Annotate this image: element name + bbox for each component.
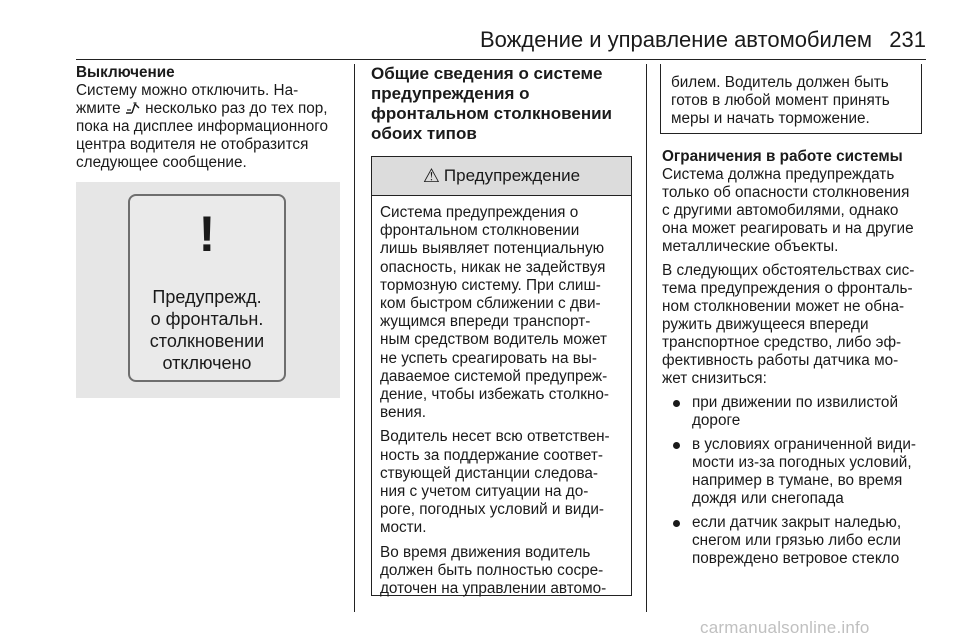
column-1 [76, 64, 340, 172]
text-line: билем. Водитель должен быть [671, 74, 889, 91]
text-line: Система должна предупреждать [662, 166, 895, 183]
heading-line: Общие сведения о системе [371, 64, 603, 83]
text-line: фективность работы датчика мо- [662, 352, 899, 369]
text-line: повреждено ветровое стекло [692, 550, 900, 567]
warning-paragraph [380, 544, 630, 599]
text-line: она может реагировать и на другие [662, 220, 914, 237]
text-line: пока на дисплее информационного [76, 118, 328, 135]
steering-wheel-button-icon [125, 101, 141, 115]
list-item [662, 514, 926, 568]
column-2 [371, 64, 633, 144]
text-line: жет снизиться: [662, 370, 767, 387]
text-line: если датчик закрыт наледью, [692, 514, 902, 531]
display-message [130, 286, 284, 374]
text-line: ствующей дистанции следова- [380, 464, 599, 482]
text-line: Систему можно отключить. На- [76, 82, 299, 99]
heading-line: предупреждения о [371, 84, 530, 103]
text-line: мости. [380, 519, 427, 537]
text-line: транспортное средство, либо эф- [662, 334, 902, 351]
warning-continued-text [671, 74, 921, 128]
watermark: carmanualsonline.info [700, 618, 870, 637]
limitations-paragraph [662, 166, 926, 256]
list-item [662, 436, 926, 508]
text-line [76, 100, 340, 118]
text-line: готов в любой момент принять [671, 92, 890, 109]
text-line: не успеть среагировать на вы- [380, 349, 597, 367]
page-number: 231 [889, 27, 926, 52]
text-line: при движении по извилистой [692, 394, 898, 411]
heading-line: фронтальном столкновении [371, 104, 612, 123]
column-divider-left [354, 64, 355, 612]
section-heading-disable: Выключение [76, 64, 175, 81]
display-line: Предупрежд. [152, 287, 262, 307]
driver-info-display-illustration [76, 182, 340, 398]
display-line: столкновении [149, 331, 265, 351]
conditions-list [662, 394, 926, 568]
list-item [662, 394, 926, 430]
text-line: вения. [380, 404, 426, 422]
text-line: ном столкновении может не обна- [662, 298, 905, 315]
text-line: дождя или снегопада [692, 490, 844, 507]
text-fragment: жмите [76, 100, 125, 117]
column-divider-right [646, 64, 647, 612]
warning-paragraph [380, 204, 630, 422]
conditions-paragraph [662, 262, 926, 388]
text-line: даваемое системой предупреж- [380, 367, 608, 385]
bullet-icon [673, 400, 680, 407]
text-line: мости из-за погодных условий, [692, 454, 912, 471]
text-line: только об опасности столкновения [662, 184, 910, 201]
text-line: фронтальном столкновении [380, 222, 580, 240]
text-line: ком быстром сближении с дви- [380, 295, 601, 313]
warning-box-continued [660, 64, 922, 134]
display-line: о фронтальн. [150, 309, 264, 329]
text-line: жущимся впереди транспорт- [380, 313, 591, 331]
text-line: меры и начать торможение. [671, 110, 870, 127]
warning-body [380, 204, 630, 598]
text-line: Во время движения водитель [380, 543, 591, 561]
column-3 [662, 148, 926, 574]
display-frame [128, 194, 286, 382]
bullet-icon [673, 442, 680, 449]
text-line: тема предупреждения о фронталь- [662, 280, 913, 297]
bullet-icon [673, 520, 680, 527]
text-line: ния с учетом ситуации на до- [380, 483, 589, 501]
warning-paragraph [380, 428, 630, 537]
text-line: снегом или грязью либо если [692, 532, 901, 549]
text-fragment: несколько раз до тех пор, [140, 100, 328, 117]
warning-triangle-icon: ⚠ [422, 165, 440, 187]
heading-line: обоих типов [371, 124, 477, 143]
text-line: В следующих обстоятельствах сис- [662, 262, 915, 279]
page-title: Вождение и управление автомобилем [480, 27, 873, 52]
text-line: опасность, никак не задействуя [380, 258, 606, 276]
text-line: ружить движущееся впереди [662, 316, 869, 333]
warning-exclamation-icon: ! [198, 206, 216, 262]
text-line: металлические объекты. [662, 238, 839, 255]
text-line: должен быть полностью сосре- [380, 561, 604, 579]
disable-paragraph [76, 82, 340, 172]
header-rule [76, 59, 926, 60]
text-line: центра водителя не отобразится [76, 136, 309, 153]
text-line: Система предупреждения о [380, 204, 579, 221]
text-line: Водитель несет всю ответствен- [380, 428, 610, 446]
text-line: дороге [692, 412, 741, 429]
warning-header [372, 157, 631, 196]
text-line: лишь выявляет потенциальную [380, 240, 605, 258]
text-line: ным средством водитель может [380, 331, 608, 349]
display-line: отключено [162, 353, 252, 373]
text-line: с другими автомобилями, однако [662, 202, 899, 219]
text-line: роге, погодных условий и види- [380, 501, 604, 519]
text-line: доточен на управлении автомо- [380, 580, 607, 598]
text-line: в условиях ограниченной види- [692, 436, 916, 453]
text-line: тормозную систему. При слиш- [380, 276, 601, 294]
text-line: следующее сообщение. [76, 154, 247, 171]
text-line: например в тумане, во время [692, 472, 903, 489]
section-heading-general [371, 64, 633, 144]
text-line: ность за поддержание соответ- [380, 446, 603, 464]
text-line: дение, чтобы избежать столкно- [380, 386, 610, 404]
section-heading-limitations: Ограничения в работе системы [662, 148, 903, 165]
warning-title: Предупреждение [443, 166, 581, 185]
